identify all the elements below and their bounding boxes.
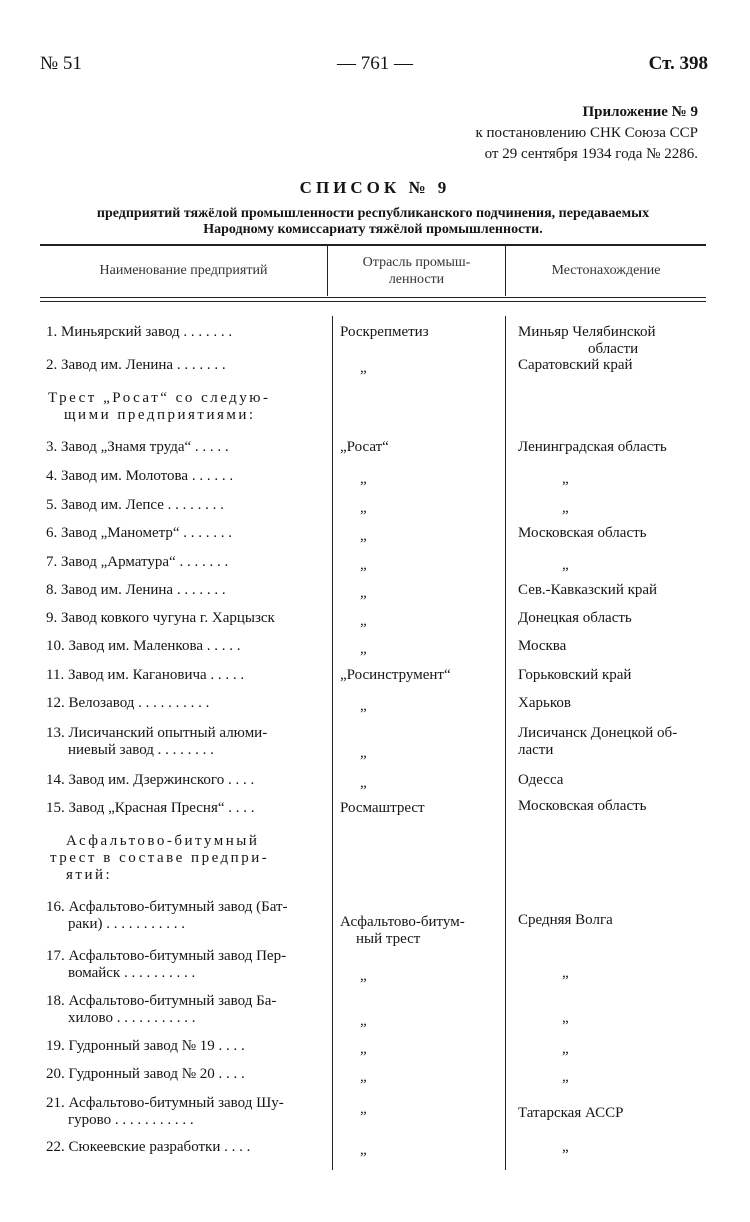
row-7-location: „ [562, 557, 569, 573]
row-19-location: „ [562, 1041, 569, 1057]
row-10-name: 10. Завод им. Маленкова . . . . . [46, 638, 241, 654]
row-19-name: 19. Гудронный завод № 19 . . . . [46, 1038, 245, 1054]
group-asphalt-line-2: трест в составе предпри- [50, 850, 270, 866]
row-3-location: Ленинградская область [518, 439, 667, 455]
group-asphalt-line-1: Асфальтово-битумный [66, 833, 260, 849]
row-9-industry: „ [360, 613, 367, 629]
appendix-line-3: от 29 сентября 1934 года № 2286. [484, 146, 698, 162]
row-14-industry: „ [360, 775, 367, 791]
row-11-name: 11. Завод им. Кагановича . . . . . [46, 667, 245, 683]
row-12-name: 12. Велозавод . . . . . . . . . . [46, 695, 210, 711]
row-22-location: „ [562, 1139, 569, 1155]
column-header-industry [328, 254, 505, 288]
column-header-industry-line-1: Отрасль промыш- [362, 255, 471, 270]
page-article-number: Ст. 398 [648, 53, 708, 74]
page-section-number: № 51 [40, 53, 82, 74]
row-21-name-2: гурово . . . . . . . . . . . [68, 1112, 194, 1128]
row-8-location: Сев.-Кавказский край [518, 582, 658, 598]
row-17-name: 17. Асфальтово-битумный завод Пер- [46, 948, 287, 964]
table-top-rule [40, 244, 706, 246]
row-3-name: 3. Завод „Знамя труда“ . . . . . [46, 439, 229, 455]
row-1-location-2: области [588, 341, 639, 357]
row-17-industry: „ [360, 968, 367, 984]
row-14-location: Одесса [518, 772, 564, 788]
group-rosat-line-2: щими предприятиями: [64, 407, 256, 423]
page-number: — 761 — [337, 53, 413, 74]
row-21-name: 21. Асфальтово-битумный завод Шу- [46, 1095, 284, 1111]
row-8-name: 8. Завод им. Ленина . . . . . . . [46, 582, 226, 598]
column-header-location: Местонахождение [551, 263, 661, 278]
row-21-industry: „ [360, 1101, 367, 1117]
row-22-industry: „ [360, 1142, 367, 1158]
header-rule-1 [40, 297, 706, 298]
row-6-location: Московская область [518, 525, 647, 541]
row-12-location: Харьков [518, 695, 571, 711]
row-16-industry-2: ный трест [356, 931, 421, 947]
row-6-name: 6. Завод „Манометр“ . . . . . . . [46, 525, 233, 541]
row-11-industry: „Росинструмент“ [340, 667, 451, 683]
list-subtitle [40, 206, 706, 238]
row-5-industry: „ [360, 500, 367, 516]
row-4-industry: „ [360, 471, 367, 487]
appendix-title: Приложение № 9 [582, 104, 698, 120]
subtitle-line-2: Народному комиссариату тяжёлой промышленности. [203, 222, 543, 237]
row-4-location: „ [562, 471, 569, 487]
row-16-location: Средняя Волга [518, 912, 613, 928]
row-17-name-2: вомайск . . . . . . . . . . [68, 965, 196, 981]
row-13-location-2: ласти [518, 742, 554, 758]
row-1-location: Миньяр Челябинской [518, 324, 656, 340]
header-rule-2 [40, 301, 706, 302]
row-16-name-2: раки) . . . . . . . . . . . [68, 916, 185, 932]
column-header-name: Наименование предприятий [99, 263, 268, 278]
row-13-name: 13. Лисичанский опытный алюми- [46, 725, 268, 741]
row-5-location: „ [562, 500, 569, 516]
subtitle-line-1: предприятий тяжёлой промышленности республиканского подчинения, передаваемых [96, 206, 650, 221]
row-19-industry: „ [360, 1041, 367, 1057]
row-18-name: 18. Асфальтово-битумный завод Ба- [46, 993, 277, 1009]
row-13-location: Лисичанск Донецкой об- [518, 725, 678, 741]
row-4-name: 4. Завод им. Молотова . . . . . . [46, 468, 234, 484]
row-15-name: 15. Завод „Красная Пресня“ . . . . [46, 800, 255, 816]
column-header-industry-line-2: ленности [388, 272, 445, 287]
row-3-industry: „Росат“ [340, 439, 389, 455]
row-10-industry: „ [360, 641, 367, 657]
row-20-location: „ [562, 1069, 569, 1085]
row-10-location: Москва [518, 638, 567, 654]
row-6-industry: „ [360, 528, 367, 544]
row-20-industry: „ [360, 1069, 367, 1085]
row-11-location: Горьковский край [518, 667, 632, 683]
row-2-name: 2. Завод им. Ленина . . . . . . . [46, 357, 226, 373]
row-9-location: Донецкая область [518, 610, 632, 626]
row-1-industry: Роскрепметиз [340, 324, 429, 340]
row-7-name: 7. Завод „Арматура“ . . . . . . . [46, 554, 229, 570]
row-20-name: 20. Гудронный завод № 20 . . . . [46, 1066, 245, 1082]
list-title: СПИСОК № 9 [299, 178, 451, 197]
row-16-industry: Асфальтово-битум- [340, 914, 465, 930]
row-16-name: 16. Асфальтово-битумный завод (Бат- [46, 899, 288, 915]
appendix-line-2: к постановлению СНК Союза ССР [475, 125, 698, 141]
row-13-name-2: ниевый завод . . . . . . . . [68, 742, 214, 758]
row-15-industry: Росмаштрест [340, 800, 425, 816]
row-15-location: Московская область [518, 798, 647, 814]
row-5-name: 5. Завод им. Лепсе . . . . . . . . [46, 497, 224, 513]
group-asphalt-line-3: ятий: [66, 867, 113, 883]
row-18-industry: „ [360, 1013, 367, 1029]
row-1-name: 1. Миньярский завод . . . . . . . [46, 324, 233, 340]
row-14-name: 14. Завод им. Дзержинского . . . . [46, 772, 255, 788]
row-2-location: Саратовский край [518, 357, 633, 373]
row-7-industry: „ [360, 557, 367, 573]
row-12-industry: „ [360, 698, 367, 714]
row-8-industry: „ [360, 585, 367, 601]
row-2-industry: „ [360, 360, 367, 376]
row-22-name: 22. Сюкеевские разработки . . . . [46, 1139, 251, 1155]
row-18-location: „ [562, 1010, 569, 1026]
row-13-industry: „ [360, 745, 367, 761]
row-9-name: 9. Завод ковкого чугуна г. Харцызск [46, 610, 275, 626]
row-21-location: Татарская АССР [518, 1105, 624, 1121]
row-17-location: „ [562, 965, 569, 981]
group-rosat-line-1: Трест „Росат“ со следую- [48, 390, 271, 406]
row-18-name-2: хилово . . . . . . . . . . . [68, 1010, 196, 1026]
